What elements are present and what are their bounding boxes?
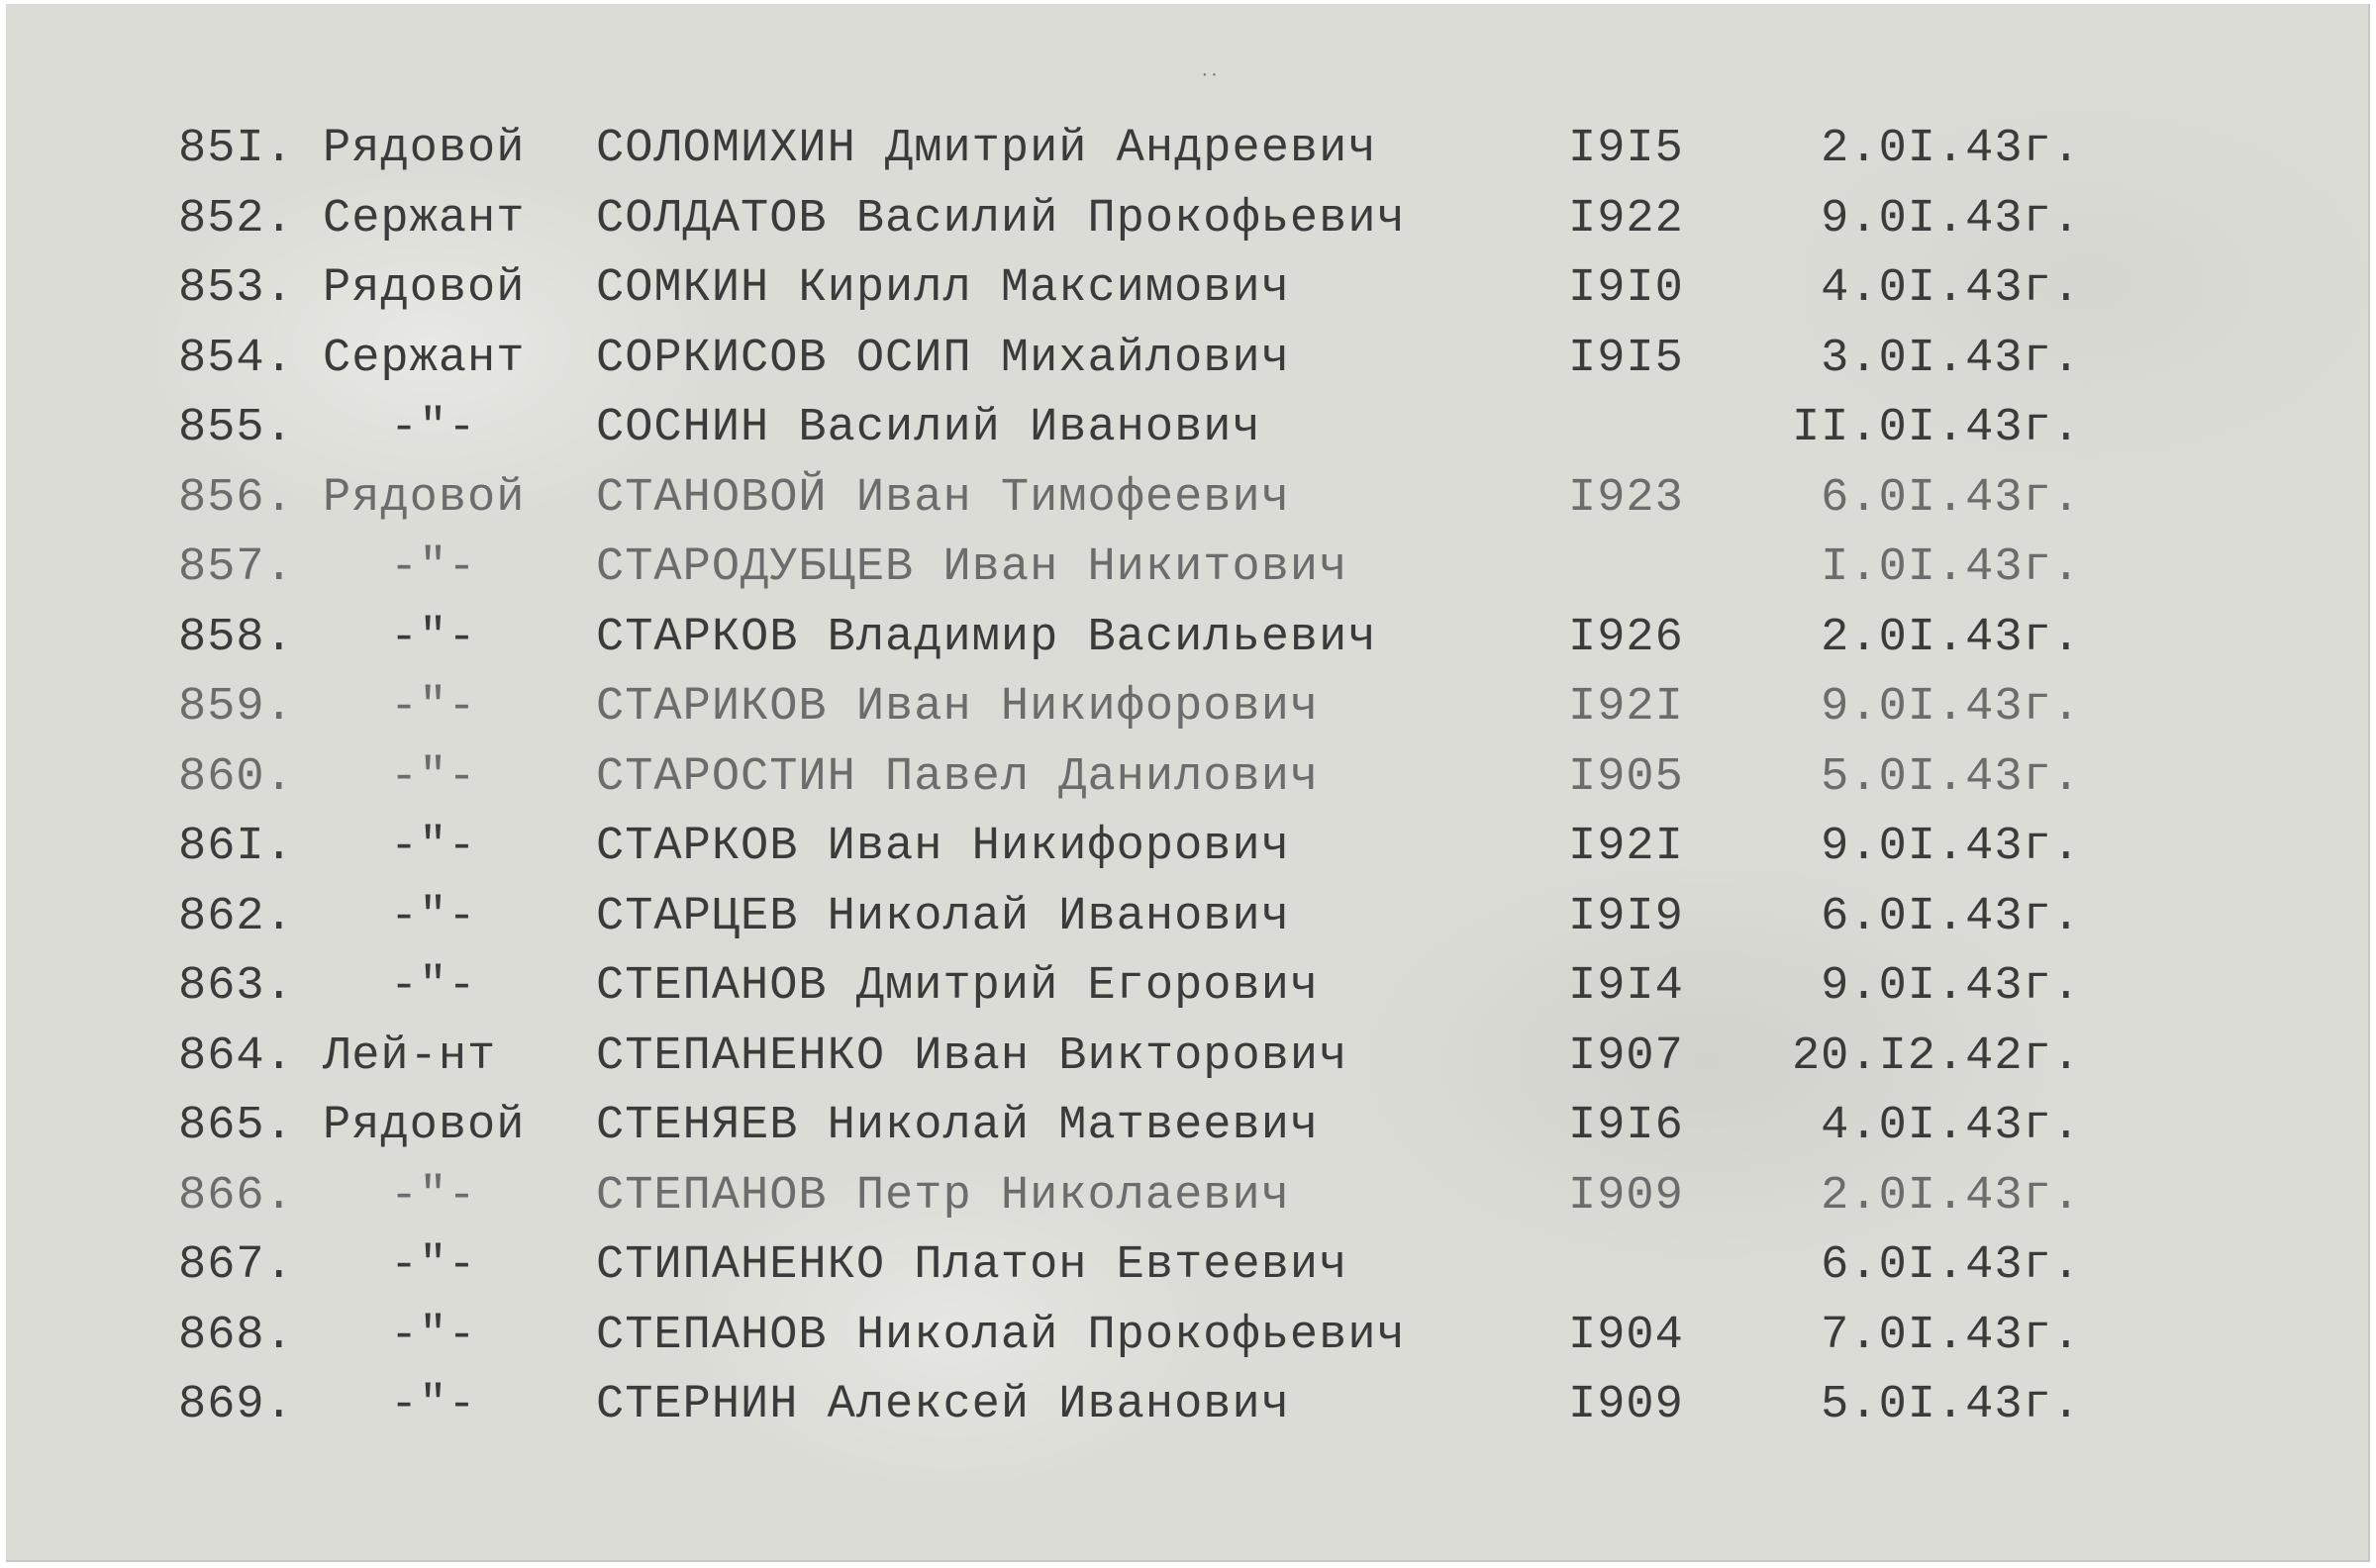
row-full-name: СОЛОМИХИН Дмитрий Андреевич xyxy=(596,123,1377,175)
row-number: 853. xyxy=(178,262,294,315)
row-birth-year: I904 xyxy=(1568,1309,1684,1362)
row-date: 2.0I.43г. xyxy=(1821,123,2081,175)
row-rank: -"- xyxy=(390,890,477,943)
row-rank: Лей-нт xyxy=(323,1029,497,1083)
row-rank: -"- xyxy=(390,681,477,734)
row-rank: -"- xyxy=(390,1169,477,1223)
row-date: 6.0I.43г. xyxy=(1821,890,2081,943)
row-date: 2.0I.43г. xyxy=(1821,1169,2081,1223)
row-number: 858. xyxy=(178,611,294,664)
row-rank: -"- xyxy=(390,1239,477,1292)
row-full-name: СОСНИН Василий Иванович xyxy=(596,402,1261,454)
row-number: 856. xyxy=(178,471,294,525)
row-rank: -"- xyxy=(390,821,477,873)
row-rank: -"- xyxy=(390,750,477,804)
row-full-name: СТЕПАНОВ Николай Прокофьевич xyxy=(596,1309,1406,1362)
row-full-name: СТАРОСТИН Павел Данилович xyxy=(596,750,1320,804)
row-date: 6.0I.43г. xyxy=(1821,471,2081,525)
row-date: 9.0I.43г. xyxy=(1821,681,2081,734)
row-number: 862. xyxy=(178,890,294,943)
row-full-name: СОЛДАТОВ Василий Прокофьевич xyxy=(596,192,1406,245)
row-full-name: СТЕРНИН Алексей Иванович xyxy=(596,1379,1290,1431)
list-row xyxy=(6,394,2368,463)
row-rank: -"- xyxy=(390,960,477,1013)
row-rank: Рядовой xyxy=(323,471,526,525)
list-row xyxy=(6,813,2368,882)
row-number: 857. xyxy=(178,541,294,594)
row-rank: -"- xyxy=(390,541,477,594)
row-full-name: СТАНОВОЙ Иван Тимофеевич xyxy=(596,471,1290,525)
row-rank: -"- xyxy=(390,1309,477,1362)
list-row xyxy=(6,1162,2368,1231)
row-number: 863. xyxy=(178,960,294,1013)
list-row xyxy=(6,254,2368,324)
row-full-name: СТАРКОВ Владимир Васильевич xyxy=(596,611,1377,664)
row-full-name: СТЕПАНОВ Дмитрий Егорович xyxy=(596,960,1320,1013)
row-rank: Рядовой xyxy=(323,262,526,315)
row-date: 20.I2.42г. xyxy=(1791,1029,2081,1083)
row-rank: -"- xyxy=(390,402,477,454)
row-number: 868. xyxy=(178,1309,294,1362)
row-birth-year: I9I5 xyxy=(1568,332,1684,385)
row-number: 852. xyxy=(178,192,294,245)
row-full-name: СТАРИКОВ Иван Никифорович xyxy=(596,681,1320,734)
row-number: 866. xyxy=(178,1169,294,1223)
list-row xyxy=(6,1092,2368,1161)
row-date: 4.0I.43г. xyxy=(1821,262,2081,315)
paper-mark: ·· xyxy=(1200,65,1220,84)
row-birth-year: I9I5 xyxy=(1568,123,1684,175)
row-date: 3.0I.43г. xyxy=(1821,332,2081,385)
list-row xyxy=(6,604,2368,673)
row-birth-year: I907 xyxy=(1568,1029,1684,1083)
row-full-name: СОМКИН Кирилл Максимович xyxy=(596,262,1290,315)
list-row xyxy=(6,673,2368,742)
row-full-name: СТАРКОВ Иван Никифорович xyxy=(596,821,1290,873)
row-full-name: СТАРЦЕВ Николай Иванович xyxy=(596,890,1290,943)
row-full-name: СТЕНЯЕВ Николай Матвеевич xyxy=(596,1100,1320,1152)
row-birth-year: I922 xyxy=(1568,192,1684,245)
row-date: 6.0I.43г. xyxy=(1821,1239,2081,1292)
row-birth-year: I9I9 xyxy=(1568,890,1684,943)
row-date: 5.0I.43г. xyxy=(1821,1379,2081,1431)
row-number: 86I. xyxy=(178,821,294,873)
row-birth-year: I905 xyxy=(1568,750,1684,804)
list-row xyxy=(6,325,2368,394)
row-number: 855. xyxy=(178,402,294,454)
row-rank: -"- xyxy=(390,611,477,664)
row-rank: Рядовой xyxy=(323,1100,526,1152)
row-full-name: СТЕПАНЕНКО Иван Викторович xyxy=(596,1029,1348,1083)
row-date: 2.0I.43г. xyxy=(1821,611,2081,664)
row-birth-year: I92I xyxy=(1568,821,1684,873)
list-row xyxy=(6,1371,2368,1440)
list-row xyxy=(6,1023,2368,1092)
row-birth-year: I926 xyxy=(1568,611,1684,664)
row-date: 5.0I.43г. xyxy=(1821,750,2081,804)
list-row xyxy=(6,883,2368,952)
list-row xyxy=(6,743,2368,813)
row-birth-year: I9I0 xyxy=(1568,262,1684,315)
row-full-name: СТИПАНЕНКО Платон Евтеевич xyxy=(596,1239,1348,1292)
row-full-name: СТЕПАНОВ Петр Николаевич xyxy=(596,1169,1290,1223)
row-number: 869. xyxy=(178,1379,294,1431)
row-date: 4.0I.43г. xyxy=(1821,1100,2081,1152)
row-rank: Рядовой xyxy=(323,123,526,175)
row-date: 9.0I.43г. xyxy=(1821,960,2081,1013)
row-date: 9.0I.43г. xyxy=(1821,192,2081,245)
row-date: I.0I.43г. xyxy=(1821,541,2081,594)
row-birth-year: I9I6 xyxy=(1568,1100,1684,1152)
list-row xyxy=(6,115,2368,184)
row-date: 7.0I.43г. xyxy=(1821,1309,2081,1362)
list-row xyxy=(6,952,2368,1022)
row-number: 865. xyxy=(178,1100,294,1152)
row-birth-year: I909 xyxy=(1568,1169,1684,1223)
row-number: 867. xyxy=(178,1239,294,1292)
list-row xyxy=(6,1231,2368,1301)
row-date: 9.0I.43г. xyxy=(1821,821,2081,873)
row-rank: Сержант xyxy=(323,192,526,245)
row-full-name: СОРКИСОВ ОСИП Михайлович xyxy=(596,332,1290,385)
row-rank: Сержант xyxy=(323,332,526,385)
row-number: 85I. xyxy=(178,123,294,175)
document-sheet xyxy=(6,4,2370,1562)
row-full-name: СТАРОДУБЦЕВ Иван Никитович xyxy=(596,541,1348,594)
row-number: 854. xyxy=(178,332,294,385)
row-number: 860. xyxy=(178,750,294,804)
row-number: 859. xyxy=(178,681,294,734)
row-birth-year: I92I xyxy=(1568,681,1684,734)
row-birth-year: I909 xyxy=(1568,1379,1684,1431)
list-row xyxy=(6,464,2368,534)
row-date: II.0I.43г. xyxy=(1791,402,2081,454)
row-number: 864. xyxy=(178,1029,294,1083)
list-row xyxy=(6,534,2368,603)
row-birth-year: I923 xyxy=(1568,471,1684,525)
list-row xyxy=(6,1302,2368,1371)
list-row xyxy=(6,185,2368,254)
row-birth-year: I9I4 xyxy=(1568,960,1684,1013)
row-rank: -"- xyxy=(390,1379,477,1431)
